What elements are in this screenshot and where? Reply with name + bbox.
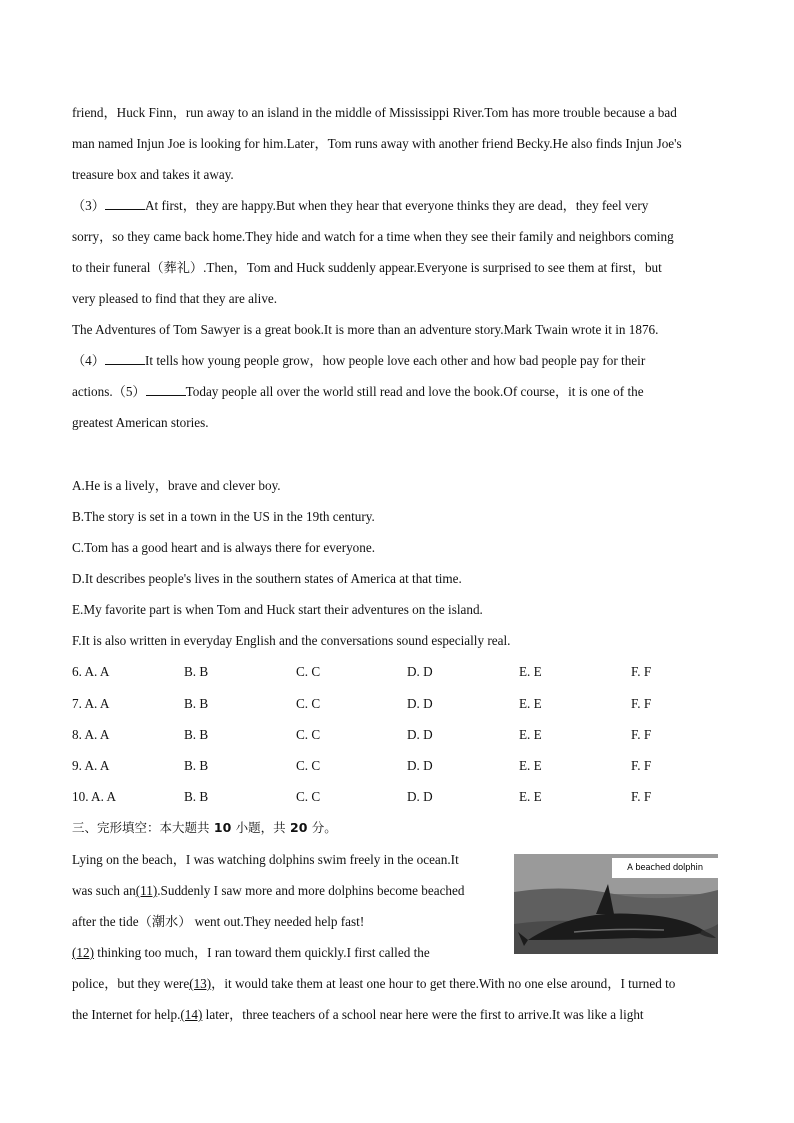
choice-item: B.The story is set in a town in the US in the 19th century.	[72, 509, 375, 524]
answer-row	[72, 787, 726, 807]
option-b[interactable]: B. B	[184, 758, 209, 773]
blank-14[interactable]: (14)	[180, 1007, 203, 1022]
choice-item: F.It is also written in everyday English and the conversations sound especially real.	[72, 633, 511, 648]
blank-label: （4）	[72, 353, 105, 368]
passage-text: At first，they are happy.But when they hear that everyone thinks they are dead，they feel very	[144, 198, 649, 213]
choice-item: D.It describes people's lives in the southern states of America at that time.	[72, 571, 462, 586]
passage-line: man named Injun Joe is looking for him.Later，Tom runs away with another friend Becky.He also finds Injun Joe's	[72, 136, 682, 151]
answer-row	[72, 725, 726, 745]
option-e[interactable]: E. E	[519, 758, 542, 773]
blank-label: （3）	[72, 198, 105, 213]
option-b[interactable]: B. B	[184, 664, 209, 679]
option-a[interactable]: 7. A. A	[72, 696, 110, 711]
answer-blank	[105, 197, 145, 210]
option-e[interactable]: E. E	[519, 789, 542, 804]
answer-row	[72, 662, 726, 682]
option-e[interactable]: E. E	[519, 664, 542, 679]
option-d[interactable]: D. D	[407, 696, 433, 711]
cloze-line: (12) thinking too much，I ran toward them quickly.I first called the	[72, 945, 430, 960]
blank-label: （5）	[112, 384, 146, 399]
blank-13[interactable]: (13)	[189, 976, 212, 991]
figure-caption: A beached dolphin	[612, 858, 718, 878]
passage-line: to their funeral（葬礼）.Then，Tom and Huck suddenly appear.Everyone is surprised to see them at first，but	[72, 260, 662, 275]
passage-line: treasure box and takes it away.	[72, 167, 234, 182]
blank-12[interactable]: (12)	[72, 945, 94, 960]
option-f[interactable]: F. F	[631, 664, 652, 679]
dolphin-photo	[514, 854, 718, 954]
passage-line: very pleased to find that they are alive.	[72, 291, 278, 306]
option-b[interactable]: B. B	[184, 727, 209, 742]
blank-11[interactable]: (11)	[135, 883, 158, 898]
option-b[interactable]: B. B	[184, 789, 209, 804]
option-c[interactable]: C. C	[296, 789, 321, 804]
passage-line-blank-4	[72, 351, 645, 371]
passage-line-blank-3	[72, 196, 648, 216]
option-c[interactable]: C. C	[296, 696, 321, 711]
cloze-line: Lying on the beach，I was watching dolphins swim freely in the ocean.It	[72, 852, 459, 867]
option-a[interactable]: 6. A. A	[72, 664, 110, 679]
passage-line: The Adventures of Tom Sawyer is a great book.It is more than an adventure story.Mark Twain wrote it in 1876.	[72, 322, 659, 337]
option-d[interactable]: D. D	[407, 727, 433, 742]
answer-row	[72, 756, 726, 776]
passage-line: friend，Huck Finn，run away to an island in the middle of Mississippi River.Tom has more trouble because a bad	[72, 105, 677, 120]
cloze-line: was such an(11).Suddenly I saw more and more dolphins become beached	[72, 883, 465, 898]
option-e[interactable]: E. E	[519, 696, 542, 711]
option-f[interactable]: F. F	[631, 789, 652, 804]
answer-blank	[146, 383, 186, 396]
option-c[interactable]: C. C	[296, 727, 321, 742]
passage-text: It tells how young people grow，how people love each other and how bad people pay for their	[144, 353, 646, 368]
option-f[interactable]: F. F	[631, 727, 652, 742]
section-heading: 三、完形填空：本大题共 10 小题，共 20 分。	[72, 820, 337, 835]
option-d[interactable]: D. D	[407, 664, 433, 679]
option-d[interactable]: D. D	[407, 789, 433, 804]
option-e[interactable]: E. E	[519, 727, 542, 742]
passage-text: actions.	[72, 384, 113, 399]
choice-item: C.Tom has a good heart and is always there for everyone.	[72, 540, 376, 555]
option-f[interactable]: F. F	[631, 696, 652, 711]
option-a[interactable]: 9. A. A	[72, 758, 110, 773]
answer-row	[72, 694, 726, 714]
option-b[interactable]: B. B	[184, 696, 209, 711]
choice-item: E.My favorite part is when Tom and Huck start their adventures on the island.	[72, 602, 483, 617]
option-f[interactable]: F. F	[631, 758, 652, 773]
passage-line: sorry，so they came back home.They hide and watch for a time when they see their family and neighbors coming	[72, 229, 674, 244]
option-a[interactable]: 10. A. A	[72, 789, 116, 804]
choice-item: A.He is a lively，brave and clever boy.	[72, 478, 281, 493]
cloze-line: police，but they were(13)，it would take them at least one hour to get there.With no one else around，I turned to	[72, 976, 676, 991]
option-c[interactable]: C. C	[296, 758, 321, 773]
option-c[interactable]: C. C	[296, 664, 321, 679]
passage-line: greatest American stories.	[72, 415, 209, 430]
cloze-line: after the tide（潮水） went out.They needed help fast!	[72, 914, 365, 929]
answer-blank	[105, 352, 145, 365]
passage-text: Today people all over the world still read and love the book.Of course，it is one of the	[185, 384, 644, 399]
passage-line-blank-5	[72, 382, 644, 402]
option-a[interactable]: 8. A. A	[72, 727, 110, 742]
cloze-line: the Internet for help.(14) later，three teachers of a school near here were the first to arrive.It was like a light	[72, 1007, 644, 1022]
option-d[interactable]: D. D	[407, 758, 433, 773]
